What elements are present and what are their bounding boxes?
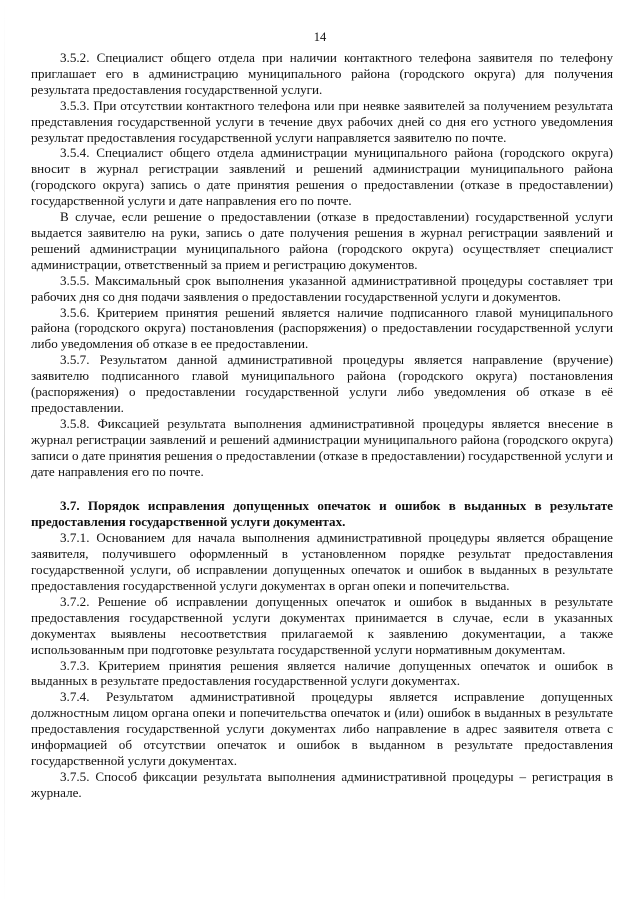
paragraph-3-5-6: 3.5.6. Критерием принятия решений является наличие подписанного главой муниципального района (городского округа) постановления (распоряжения) о предоставлении государственной услуги либо уведомления об отказе в ее предоставлении. bbox=[31, 304, 613, 352]
document-body bbox=[31, 50, 613, 801]
page-number: 14 bbox=[313, 30, 327, 44]
paragraph-3-7-1: 3.7.1. Основанием для начала выполнения административной процедуры является обращение заявителя, получившего оформленный в установленном порядке результат предоставления государственной услуги, об исправлении допущенных опечаток и ошибок в выданных в результате предоставления государственной услуги документах в орган опеки и попечительства. bbox=[31, 530, 613, 593]
section-3-7-heading: 3.7. Порядок исправления допущенных опечаток и ошибок в выданных в результате предоставления государственной услуги документах. bbox=[31, 498, 613, 530]
paragraph-3-7-5: 3.7.5. Способ фиксации результата выполнения административной процедуры – регистрация в журнале. bbox=[31, 768, 613, 800]
paragraph-3-7-4: 3.7.4. Результатом административной процедуры является исправление допущенных должностным лицом органа опеки и попечительства опечаток и (или) ошибок в выданных в результате предоставления государственной услуги документах либо направление в адрес заявителя ответа с информацией об отсутствии опечаток и ошибок в выданном в результате предоставления государственной услуги документах. bbox=[31, 689, 613, 768]
scan-edge-shadow bbox=[4, 0, 5, 905]
paragraph-3-7-3: 3.7.3. Критерием принятия решения является наличие допущенных опечаток и ошибок в выданных в результате предоставления государственной услуги документах. bbox=[31, 657, 613, 689]
paragraph-3-5-2: 3.5.2. Специалист общего отдела при наличии контактного телефона заявителя по телефону приглашает его в администрацию муниципального района (городского округа) для получения результата предоставления государственной услуги. bbox=[31, 50, 613, 97]
paragraph-3-5-3: 3.5.3. При отсутствии контактного телефона или при неявке заявителей за получением результата представления государственной услуги в течение двух рабочих дней со дня его устного уведомления результат предоставления государственной услуги направляется заявителю по почте. bbox=[31, 97, 613, 145]
section-spacer bbox=[31, 479, 613, 498]
paragraph-3-5-7: 3.5.7. Результатом данной административной процедуры является направление (вручение) заявителю подписанного главой муниципального района (городского округа) постановления (распоряжения) о предоставлении государственной услуги либо уведомления об отказе в её предоставлении. bbox=[31, 352, 613, 415]
paragraph-3-5-4: 3.5.4. Специалист общего отдела администрации муниципального района (городского округа) вносит в журнал регистрации заявлений и решений администрации муниципального района (городского округа) запись о дате принятия решения о предоставлении (отказе в предоставлении) государственной услуги и дате направления его по почте. bbox=[31, 145, 613, 209]
paragraph-3-5-5: 3.5.5. Максимальный срок выполнения указанной административной процедуры составляет три рабочих дня со дня подачи заявления о предоставлении государственной услуги и документов. bbox=[31, 272, 613, 304]
paragraph-3-5-4-continued: В случае, если решение о предоставлении (отказе в предоставлении) государственной услуги выдается заявителю на руки, запись о дате получения решения в журнал регистрации заявлений и решений администрации муниципального района (городского округа) осуществляет специалист администрации, ответственный за прием и регистрацию документов. bbox=[31, 209, 613, 272]
paragraph-3-5-8: 3.5.8. Фиксацией результата выполнения административной процедуры является внесение в журнал регистрации заявлений и решений администрации муниципального района (городского округа) записи о дате принятия решения о предоставлении (отказе в предоставлении) государственной услуги и дате направления его по почте. bbox=[31, 415, 613, 479]
paragraph-3-7-2: 3.7.2. Решение об исправлении допущенных опечаток и ошибок в выданных в результате предоставления государственной услуги документах принимается в случае, если в указанных документах выявлены несоответствия прилагаемой к заявлению документации, а также использованным при подготовке результата государственной услуги нормативным документам. bbox=[31, 593, 613, 657]
